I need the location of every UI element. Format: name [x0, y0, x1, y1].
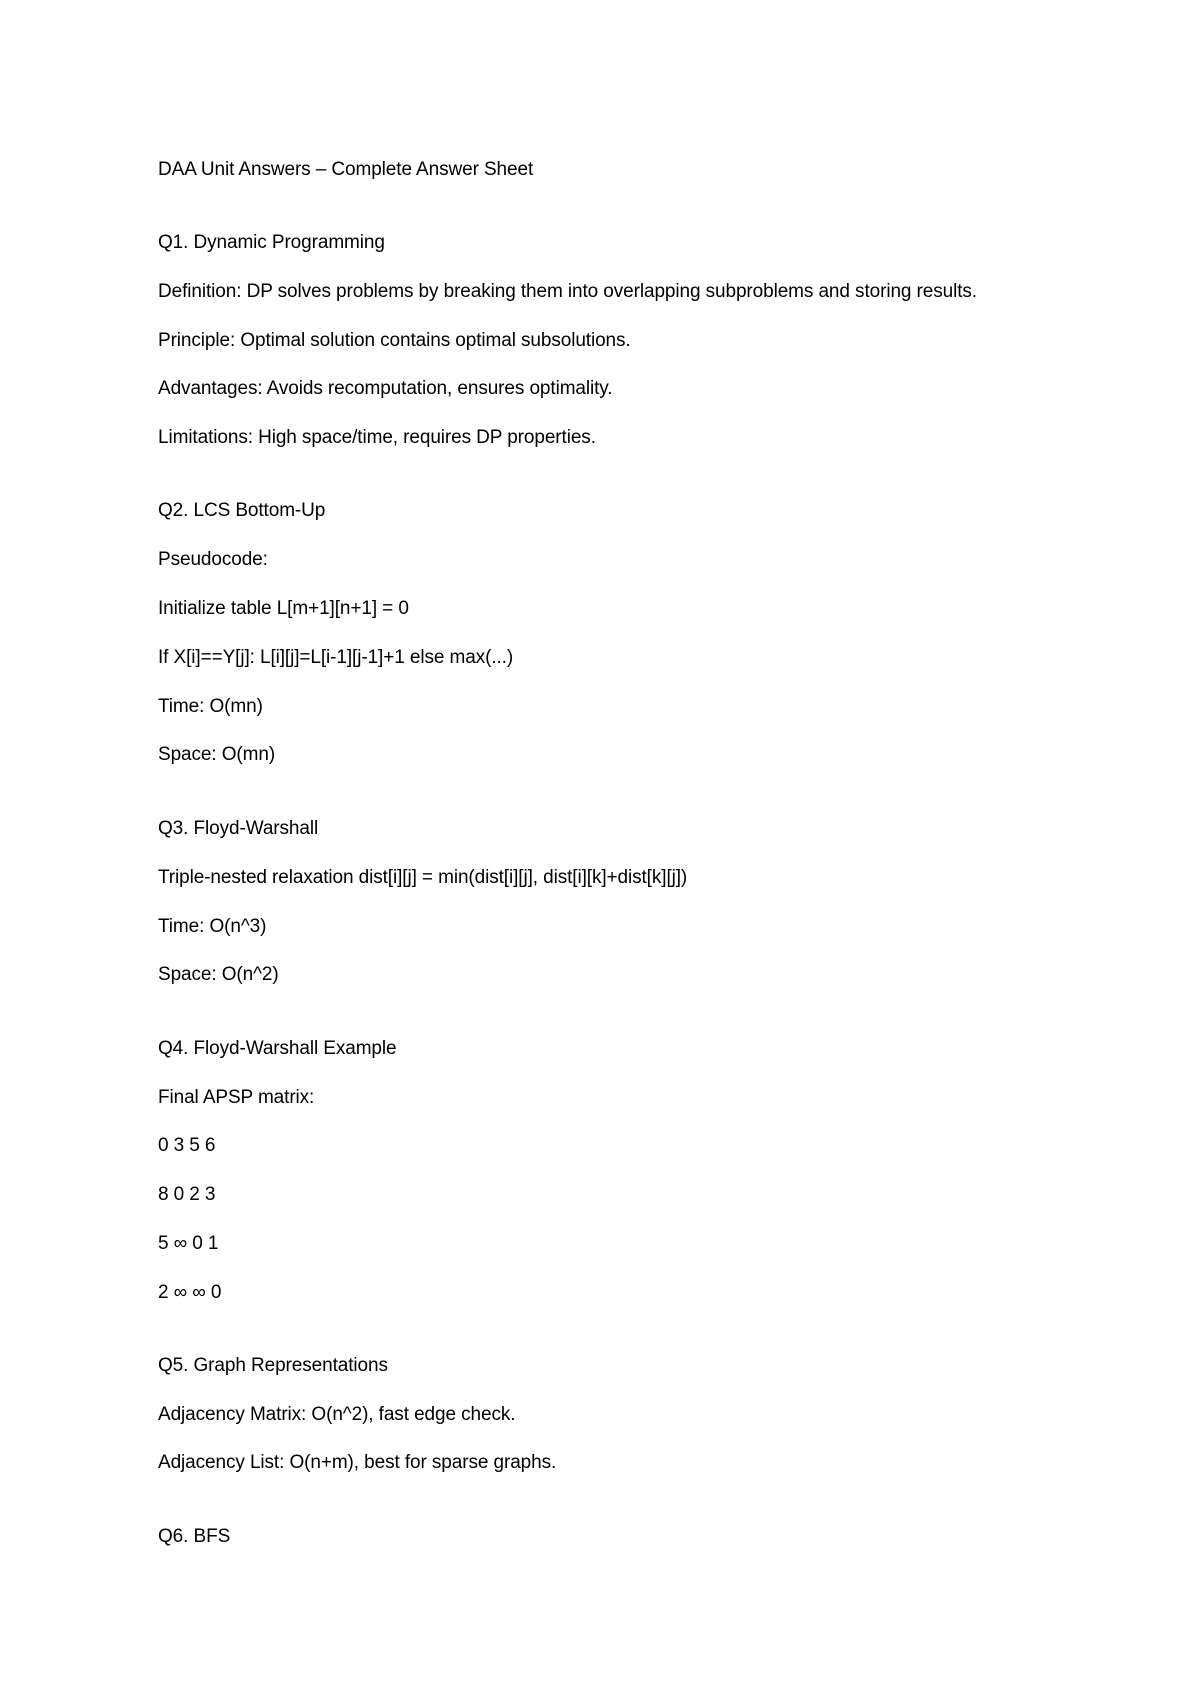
- q1-limitations: Limitations: High space/time, requires DP properties.: [158, 427, 596, 448]
- document-title: DAA Unit Answers – Complete Answer Sheet: [158, 159, 534, 180]
- q5-adjacency-matrix: Adjacency Matrix: O(n^2), fast edge check.: [158, 1404, 516, 1425]
- section-heading-q3: Q3. Floyd-Warshall: [158, 818, 319, 839]
- q2-recurrence: If X[i]==Y[j]: L[i][j]=L[i-1][j-1]+1 else max(...): [158, 647, 514, 668]
- section-heading-q5: Q5. Graph Representations: [158, 1355, 388, 1376]
- section-heading-q6: Q6. BFS: [158, 1526, 231, 1547]
- q4-matrix-row-1: 0 3 5 6: [158, 1135, 216, 1156]
- q4-matrix-label: Final APSP matrix:: [158, 1087, 315, 1108]
- q3-time: Time: O(n^3): [158, 916, 267, 937]
- q3-relaxation: Triple-nested relaxation dist[i][j] = min(dist[i][j], dist[i][k]+dist[k][j]): [158, 867, 688, 888]
- q2-space: Space: O(mn): [158, 744, 276, 765]
- q2-pseudocode-label: Pseudocode:: [158, 549, 268, 570]
- section-heading-q2: Q2. LCS Bottom-Up: [158, 500, 326, 521]
- q1-principle: Principle: Optimal solution contains optimal subsolutions.: [158, 330, 631, 351]
- q2-time: Time: O(mn): [158, 696, 263, 717]
- q3-space: Space: O(n^2): [158, 964, 279, 985]
- q4-matrix-row-3: 5 ∞ 0 1: [158, 1233, 219, 1254]
- section-heading-q1: Q1. Dynamic Programming: [158, 232, 385, 253]
- q4-matrix-row-4: 2 ∞ ∞ 0: [158, 1282, 222, 1303]
- q1-advantages: Advantages: Avoids recomputation, ensures optimality.: [158, 378, 613, 399]
- q1-definition: Definition: DP solves problems by breaking them into overlapping subproblems and storing results.: [158, 281, 977, 302]
- q2-initialize: Initialize table L[m+1][n+1] = 0: [158, 598, 409, 619]
- q5-adjacency-list: Adjacency List: O(n+m), best for sparse graphs.: [158, 1452, 557, 1473]
- section-heading-q4: Q4. Floyd-Warshall Example: [158, 1038, 397, 1059]
- q4-matrix-row-2: 8 0 2 3: [158, 1184, 216, 1205]
